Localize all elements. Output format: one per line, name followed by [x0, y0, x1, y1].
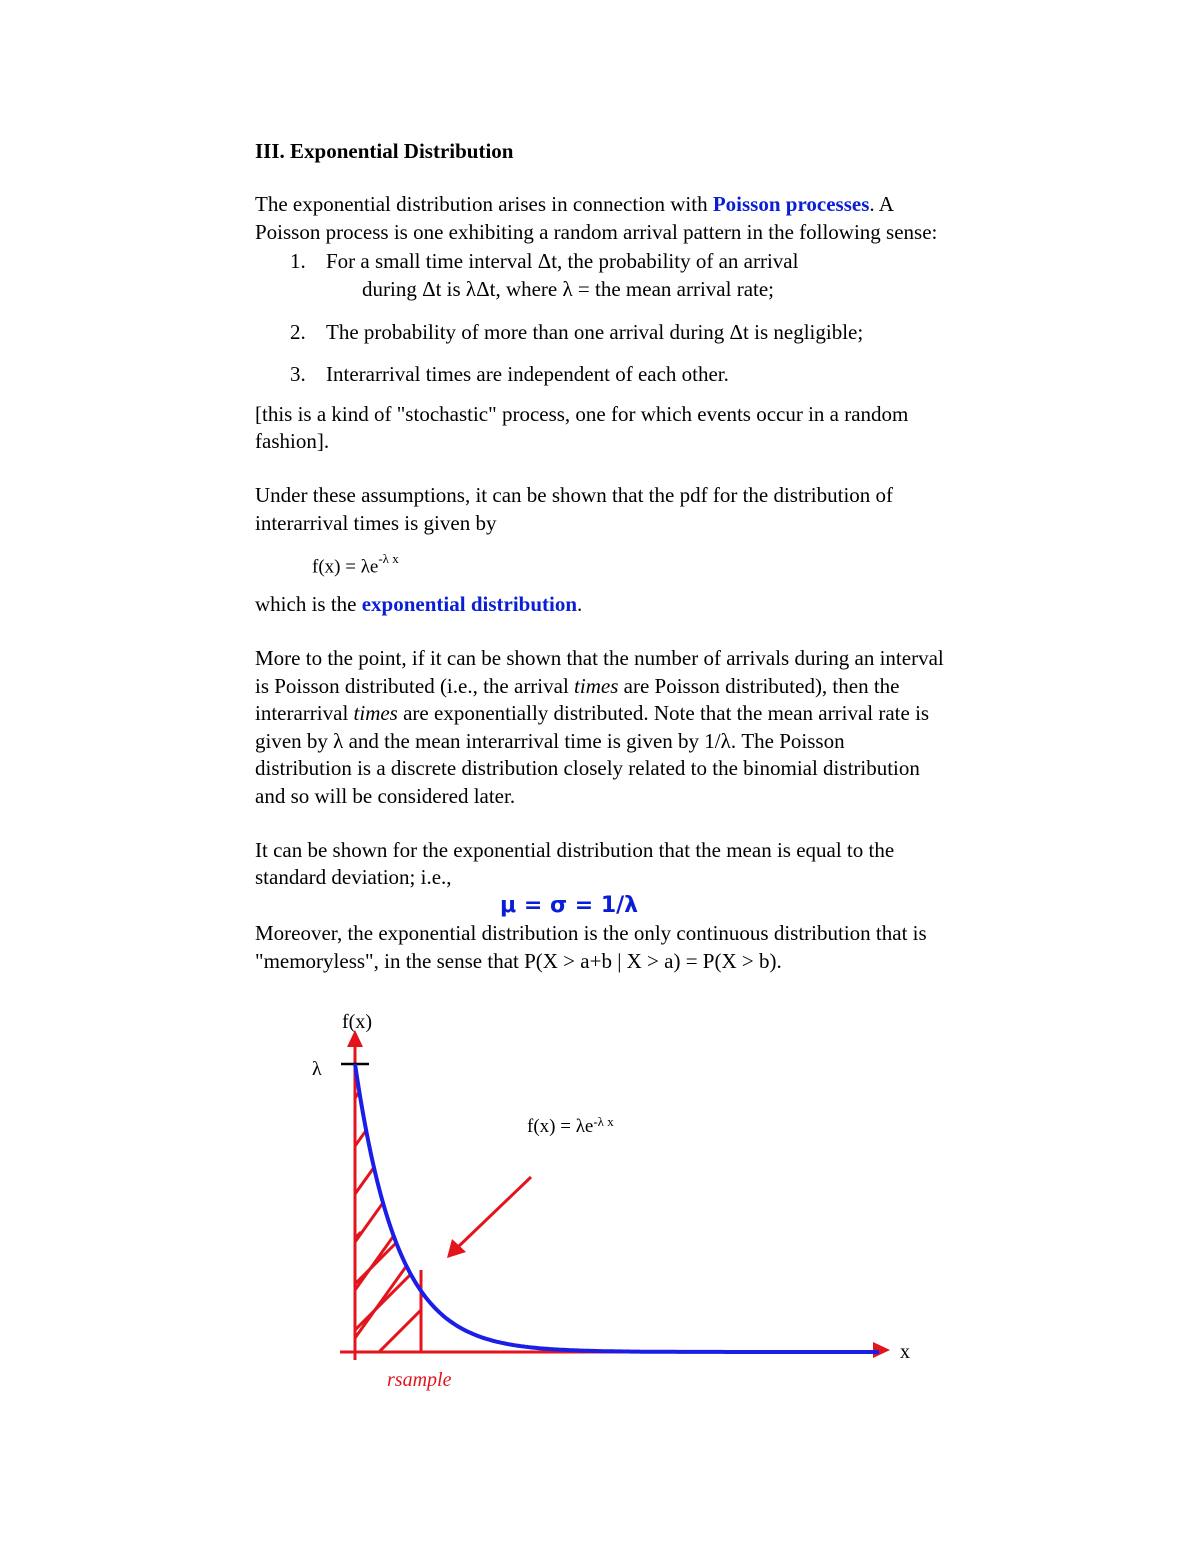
stochastic-line-2: fashion].: [255, 429, 330, 453]
point-line-5: distribution is a discrete distribution closely related to the binomial distribution: [255, 756, 920, 780]
hatch-line: [345, 780, 445, 920]
point-emphasis: times: [574, 674, 619, 698]
hatch-line: [661, 1232, 821, 1392]
hatch-line: [431, 1232, 591, 1392]
point-text: interarrival: [255, 701, 354, 725]
pdf-curve: [355, 1064, 879, 1352]
hatch-line: [155, 1232, 315, 1392]
hatch-line: [707, 1232, 867, 1392]
point-line-4: given by λ and the mean interarrival time is given by 1/λ. The Poisson: [255, 729, 845, 753]
exponential-distribution-link[interactable]: exponential distribution: [361, 592, 578, 616]
point-line-6: and so will be considered later.: [255, 784, 516, 808]
x-axis-label: x: [900, 1341, 910, 1363]
pointer-arrow-line: [458, 1177, 531, 1247]
hatch-line: [345, 684, 445, 824]
section-heading: III. Exponential Distribution: [255, 139, 514, 163]
curve-formula-exponent: -λ x: [593, 1114, 614, 1129]
point-text: are Poisson distributed), then the: [618, 674, 900, 698]
mean-line-2: standard deviation; i.e.,: [255, 865, 452, 889]
mean-line-4: "memoryless", in the sense that P(X > a+b | X > a) = P(X > b).: [255, 949, 782, 973]
hatch-line: [799, 1232, 959, 1392]
hatch-lines: [63, 684, 959, 1392]
hatch-line: [109, 1232, 269, 1392]
stochastic-line-1: [this is a kind of "stochastic" process, one for which events occur in a random: [255, 402, 909, 426]
mean-line-1: It can be shown for the exponential distribution that the mean is equal to the: [255, 838, 895, 862]
y-axis-label: f(x): [342, 1011, 372, 1033]
lambda-tick-label: λ: [312, 1058, 322, 1080]
hatch-line: [569, 1232, 729, 1392]
hatch-line: [345, 828, 445, 968]
list-text: The probability of more than one arrival during Δt is negligible;: [326, 320, 864, 344]
point-text: are exponentially distributed. Note that the mean arrival rate is: [397, 701, 930, 725]
which-tail: .: [577, 592, 583, 616]
intro-text: The exponential distribution arises in connection with: [255, 192, 713, 216]
hatch-line: [339, 1232, 499, 1392]
pdf-line-2: interarrival times is given by: [255, 511, 497, 535]
poisson-processes-link[interactable]: Poisson processes: [712, 192, 870, 216]
hatch-line: [345, 732, 445, 872]
pdf-line-1: Under these assumptions, it can be shown that the pdf for the distribution of: [255, 483, 894, 507]
point-emphasis: times: [353, 701, 398, 725]
curve-formula-base: f(x) = λe: [527, 1116, 594, 1137]
list-number: 3.: [290, 362, 306, 386]
hatch-line: [385, 1232, 545, 1392]
intro-tail: . A: [869, 192, 894, 216]
pdf-formula-base: f(x) = λe: [312, 556, 379, 578]
mean-sigma-formula: μ = σ = 1/λ: [500, 893, 639, 918]
hatch-line: [247, 1232, 407, 1392]
hatch-line: [477, 1232, 637, 1392]
curve-formula-label: [527, 1114, 614, 1137]
shaded-area: [63, 684, 959, 1392]
hatch-line: [753, 1232, 913, 1392]
intro-line-2: Poisson process is one exhibiting a random arrival pattern in the following sense:: [255, 220, 938, 244]
hatch-line: [523, 1232, 683, 1392]
list-number: 1.: [290, 249, 306, 273]
list-text: For a small time interval Δt, the probability of an arrival: [326, 249, 799, 273]
point-line-1: More to the point, if it can be shown that the number of arrivals during an interval: [255, 646, 944, 670]
mean-line-3: Moreover, the exponential distribution is the only continuous distribution that is: [255, 921, 927, 945]
list-number: 2.: [290, 320, 306, 344]
hatch-line: [201, 1232, 361, 1392]
list-text: Interarrival times are independent of each other.: [326, 362, 729, 386]
which-text: which is the: [255, 592, 362, 616]
rsample-label: rsample: [387, 1369, 452, 1391]
hatch-line: [63, 1232, 223, 1392]
hatch-line: [345, 876, 445, 1016]
point-text: is Poisson distributed (i.e., the arrival: [255, 674, 575, 698]
list-item-1-continued: during Δt is λΔt, where λ = the mean arrival rate;: [362, 277, 775, 301]
pdf-formula-exponent: -λ x: [378, 551, 399, 566]
hatch-line: [615, 1232, 775, 1392]
